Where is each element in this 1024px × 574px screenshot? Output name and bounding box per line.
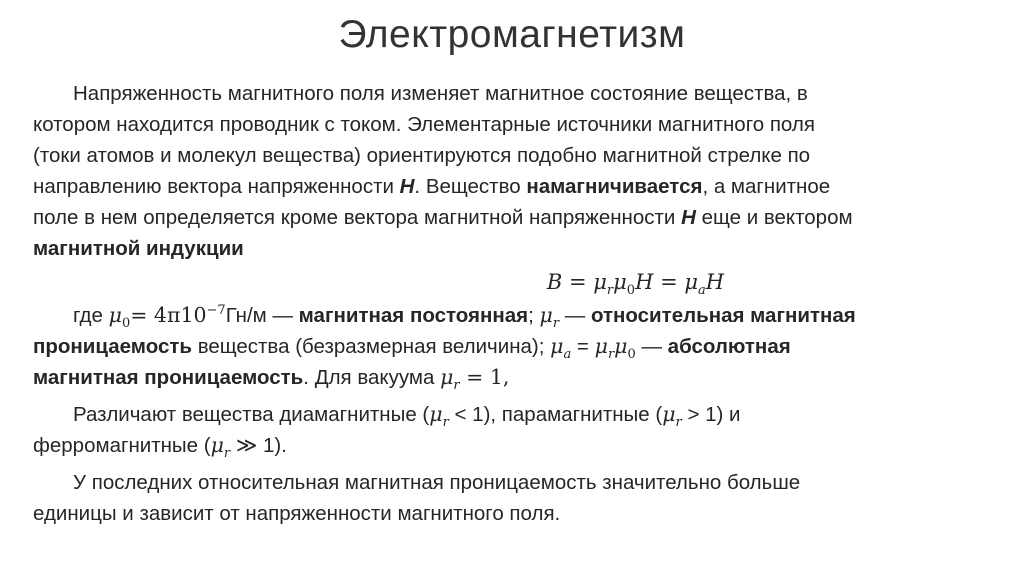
term-absolute: абсолютная [667, 335, 791, 358]
symbol-mu: μ [550, 334, 564, 358]
subscript-r: r [607, 347, 615, 363]
equals-sign: = [653, 270, 685, 294]
paragraph-ferromagnetics [33, 467, 993, 529]
paragraph-classification [33, 399, 993, 461]
symbol-mu: μ [684, 270, 699, 294]
symbol-mu: μ [210, 433, 224, 457]
term-magnetic-induction: магнитной индукции [33, 237, 244, 260]
formula-induction [33, 264, 993, 300]
text-line: единицы и зависит от напряженности магнитного поля. [33, 502, 561, 525]
equals-sign: = [562, 270, 594, 294]
equals-sign: = [571, 335, 595, 358]
subscript-0: 0 [627, 347, 636, 363]
symbol-h: H [705, 270, 725, 294]
text-line: У последних относительная магнитная проницаемость значительно больше [73, 471, 801, 494]
text-line: направлению вектора напряженности [33, 175, 400, 198]
symbol-mu: μ [108, 303, 122, 327]
text-fragment: ; [528, 304, 540, 327]
symbol-mu: μ [613, 270, 627, 294]
text-fragment: . Для вакуума [303, 366, 441, 389]
symbol-b: B [546, 270, 563, 294]
vector-h: H [399, 175, 415, 198]
text-fragment: — [635, 335, 668, 358]
text-line: (токи атомов и молекул вещества) ориентируются подобно магнитной стрелке по [33, 144, 811, 167]
symbol-mu: μ [594, 334, 608, 358]
text-line: . Вещество [414, 175, 527, 198]
text-fragment: вещества (безразмерная величина); [192, 335, 551, 358]
text-line: поле в нем определяется кроме вектора магнитной напряженности [33, 206, 682, 229]
subscript-r: r [552, 316, 560, 332]
text-fragment: ≫ 1). [230, 434, 287, 457]
unit-text: Гн/м — [225, 304, 299, 327]
text-fragment: < 1), парамагнитные ( [448, 403, 663, 426]
subscript-r: r [223, 446, 231, 462]
subscript-a: a [698, 283, 706, 299]
symbol-mu: μ [539, 303, 553, 327]
text-fragment: ферромагнитные ( [33, 434, 211, 457]
text-line: еще и вектором [695, 206, 853, 229]
symbol-h: H [635, 270, 654, 294]
subscript-r: r [675, 415, 682, 431]
paragraph-definitions [33, 300, 993, 393]
text-line: котором находится проводник с током. Элементарные источники магнитного поля [33, 113, 815, 136]
term-permeability: проницаемость [33, 335, 192, 358]
symbol-mu: μ [593, 270, 607, 294]
symbol-mu: μ [440, 365, 454, 389]
text-line: Напряженность магнитного поля изменяет магнитное состояние вещества, в [73, 82, 808, 105]
text-line: , а магнитное [702, 175, 831, 198]
symbol-mu: μ [662, 402, 676, 426]
slide-body [33, 78, 993, 529]
term-relative-permeability: относительная магнитная [590, 304, 856, 327]
subscript-a: a [563, 347, 572, 363]
symbol-mu: μ [614, 334, 628, 358]
exponent: −7 [206, 303, 226, 319]
text-fragment: Различают вещества диамагнитные ( [73, 403, 430, 426]
vacuum-value: = 1, [459, 365, 510, 389]
vector-h: H [681, 206, 696, 229]
subscript-r: r [442, 415, 449, 431]
text-fragment: > 1) и [681, 403, 741, 426]
slide-title: Электромагнетизм [338, 13, 686, 56]
symbol-mu: μ [429, 402, 443, 426]
text-fragment: — [559, 304, 591, 327]
subscript-r: r [453, 378, 460, 394]
term-magnetizes: намагничивается [526, 175, 703, 198]
term-magnetic-permeability: магнитная проницаемость [33, 366, 304, 389]
subscript-0: 0 [626, 283, 636, 299]
mu0-value: = 4π10 [130, 303, 207, 327]
paragraph-intro [33, 78, 993, 264]
term-magnetic-constant: магнитная постоянная [298, 304, 529, 327]
subscript-0: 0 [121, 316, 131, 332]
text-fragment: где [73, 304, 109, 327]
subscript-r: r [606, 283, 614, 299]
